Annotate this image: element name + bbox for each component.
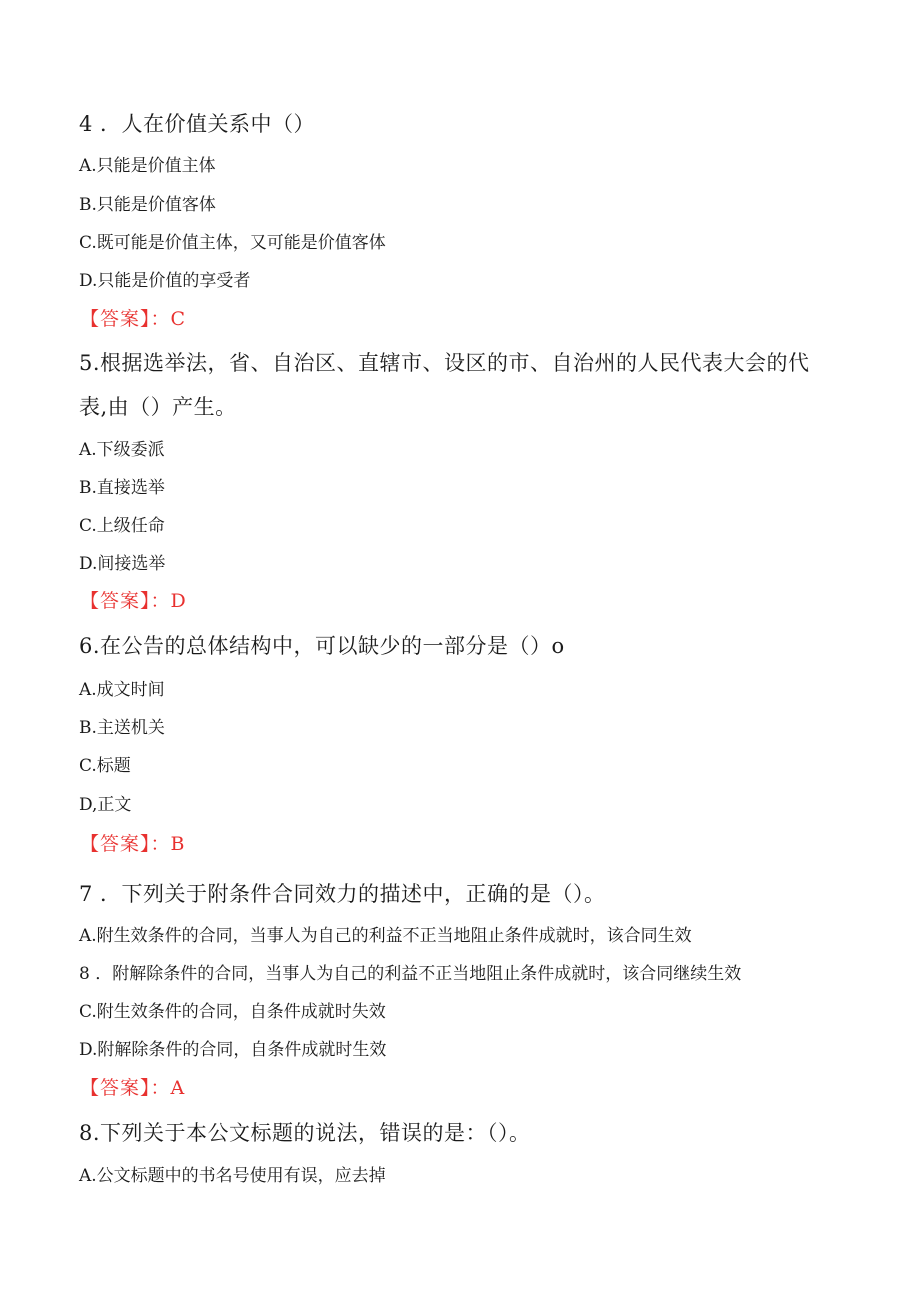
question-8-text: 8.下列关于本公文标题的说法，错误的是：（）。 xyxy=(79,1121,531,1145)
question-4-option-c: C.既可能是价值主体，又可能是价值客体 xyxy=(79,233,386,253)
question-6-option-c: C.标题 xyxy=(79,756,131,776)
question-5-text-line-1: 5.根据选举法，省、自治区、直辖市、设区的市、自治州的人民代表大会的代 xyxy=(79,351,810,375)
question-5-answer: 【答案】：D xyxy=(80,590,187,612)
question-6-option-d: D,正文 xyxy=(79,795,132,815)
question-7-answer: 【答案】：A xyxy=(80,1077,186,1099)
question-7-option-d: D.附解除条件的合同，自条件成就时生效 xyxy=(79,1040,387,1060)
question-6-option-a: A.成文时间 xyxy=(79,680,165,700)
question-6-option-b: B.主送机关 xyxy=(79,718,165,738)
question-5-option-c: C.上级任命 xyxy=(79,516,165,536)
question-5-text-line-2: 表,由（）产生。 xyxy=(79,395,237,419)
question-7-option-b: 8 ．附解除条件的合同，当事人为自己的利益不正当地阻止条件成就时，该合同继续生效 xyxy=(79,964,742,984)
question-4-option-d: D.只能是价值的享受者 xyxy=(79,271,251,291)
question-5-option-d: D.间接选举 xyxy=(79,554,166,574)
question-4-option-b: B.只能是价值客体 xyxy=(79,195,216,215)
question-6-answer: 【答案】：B xyxy=(80,833,186,855)
question-7-option-a: A.附生效条件的合同，当事人为自己的利益不正当地阻止条件成就时，该合同生效 xyxy=(79,926,692,946)
question-6-text: 6.在公告的总体结构中，可以缺少的一部分是（）o xyxy=(79,634,565,658)
question-7-text: 7 ．下列关于附条件合同效力的描述中，正确的是（）。 xyxy=(79,882,606,906)
question-7-option-c: C.附生效条件的合同，自条件成就时失效 xyxy=(79,1002,386,1022)
question-4-option-a: A.只能是价值主体 xyxy=(79,156,216,176)
question-8-option-a: A.公文标题中的书名号使用有误，应去掉 xyxy=(79,1166,386,1186)
question-5-option-b: B.直接选举 xyxy=(79,478,165,498)
question-4-answer: 【答案】：C xyxy=(80,308,187,330)
question-4-text: 4 ．人在价值关系中（） xyxy=(79,112,316,136)
question-5-option-a: A.下级委派 xyxy=(79,440,165,460)
